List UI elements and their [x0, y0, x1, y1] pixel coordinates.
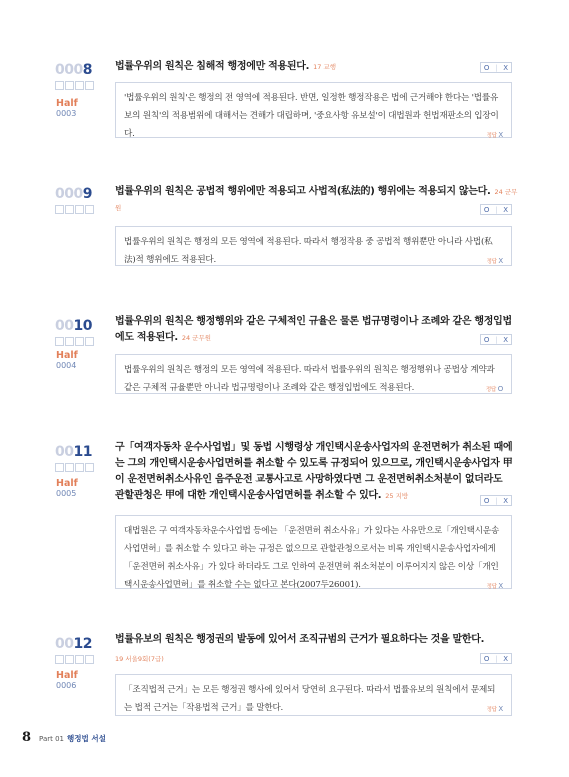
question-number: 0010: [55, 318, 103, 346]
explanation-box: 법률우위의 원칙은 행정의 모든 영역에 적용된다. 따라서 행정작용 중 공법적 행위뿐만 아니라 사법(私法)적 행위에도 적용된다. 정답 X: [115, 226, 512, 266]
question-number: 0008: [55, 62, 103, 90]
question-statement: 법률우위의 원칙은 침해적 행정에만 적용된다. 17 교행: [115, 61, 336, 72]
exam-source: 24 군무원: [115, 188, 518, 212]
page-footer: [22, 730, 106, 745]
exam-source: 17 교행: [313, 63, 336, 71]
ox-answer-box[interactable]: O | X: [480, 653, 512, 664]
answer-tag: 정답 X: [486, 582, 503, 590]
explanation-box: 법률우위의 원칙은 행정의 모든 영역에 적용된다. 따라서 법률우위의 원칙은 행정행위나 공법상 계약과 같은 구체적 규율뿐만 아니라 법규명령이나 조례와 같은 행정입법에도 적용된다. 정답 O: [115, 354, 512, 394]
explanation-box: 「조직법적 근거」는 모든 행정권 행사에 있어서 당연히 요구된다. 따라서 법률유보의 원칙에서 문제되는 법적 근거는「작용법적 근거」를 말한다. 정답 X: [115, 674, 512, 716]
check-boxes[interactable]: [55, 463, 103, 472]
question-statement: 법률유보의 원칙은 행정권의 발동에 있어서 조직규범의 근거가 필요하다는 것을 말한다.: [115, 634, 485, 645]
check-boxes[interactable]: [55, 655, 103, 664]
explanation-box: '법률우위의 원칙'은 행정의 전 영역에 적용된다. 반면, 일정한 행정작용은 법에 근거해야 한다는 '법률유보의 원칙'의 적용범위에 대해서는 견해가 대립하며, '중요사항 유보설'이 대법원과 헌법재판소의 입장이다. 정답 X: [115, 82, 512, 138]
ox-answer-box[interactable]: O | X: [480, 204, 512, 215]
chapter-title: 행정법 서설: [67, 734, 106, 743]
exam-source: 19 서울9회(7급): [115, 655, 164, 663]
question-statement: 법률우위의 원칙은 공법적 행위에만 적용되고 사법적(私法的) 행위에는 적용되지 않는다. 24 군무원: [115, 186, 518, 212]
exam-source: 25 지방: [385, 492, 409, 500]
half-badge: Half 0003: [56, 98, 78, 118]
page-number: 8: [22, 730, 32, 745]
ox-answer-box[interactable]: O | X: [480, 495, 512, 506]
exam-source: 24 군무원: [181, 334, 212, 342]
part-label: Part 01: [39, 735, 64, 743]
check-boxes[interactable]: [55, 81, 103, 90]
question-statement: 법률우위의 원칙은 행정행위와 같은 구체적인 규율은 물론 법규명령이나 조례와 같은 행정입법에도 적용된다. 24 군무원: [115, 316, 512, 343]
half-badge: Half 0004: [56, 350, 78, 370]
half-badge: Half 0005: [56, 478, 78, 498]
answer-tag: 정답 X: [486, 705, 503, 713]
half-badge: Half 0006: [56, 670, 78, 690]
question-number: 0012: [55, 636, 103, 664]
explanation-box: 대법원은 구 여객자동차운수사업법 등에는 「운전면허 취소사유」가 있다는 사유만으로「개인택시운송사업면허」를 취소할 수 있다고 하는 규정은 없으므로 관할관청으로서는 비록 개인택시운송사업자에게「운전면허 취소사유」가 있다 하더라도 그로 인하여 운전면허 취소처분이 이루어지지 않은 이상「개인택시운송사업면허」를 취소할 수는 없다고 본다(2007두26001). 정답 X: [115, 515, 512, 589]
check-boxes[interactable]: [55, 205, 103, 214]
question-number: 0011: [55, 444, 103, 472]
question-statement: 구「여객자동차 운수사업법」및 동법 시행령상 개인택시운송사업자의 운전면허가 취소된 때에는 그의 개인택시운송사업면허를 취소할 수 있도록 규정되어 있으므로, 개인택시운송사업자 甲이 운전면허취소사유인 음주운전 교통사고로 사망하였다면 그 운전면허취소처분이 없더라도 관할관청은 甲에 대한 개인택시운송사업면허를 취소할 수 있다. 25 지방: [115, 442, 513, 501]
answer-tag: 정답 X: [486, 257, 503, 265]
ox-answer-box[interactable]: O | X: [480, 62, 512, 73]
question-number: 0009: [55, 186, 103, 214]
answer-tag: 정답 O: [485, 385, 503, 393]
ox-answer-box[interactable]: O | X: [480, 334, 512, 345]
answer-tag: 정답 X: [486, 131, 503, 139]
check-boxes[interactable]: [55, 337, 103, 346]
